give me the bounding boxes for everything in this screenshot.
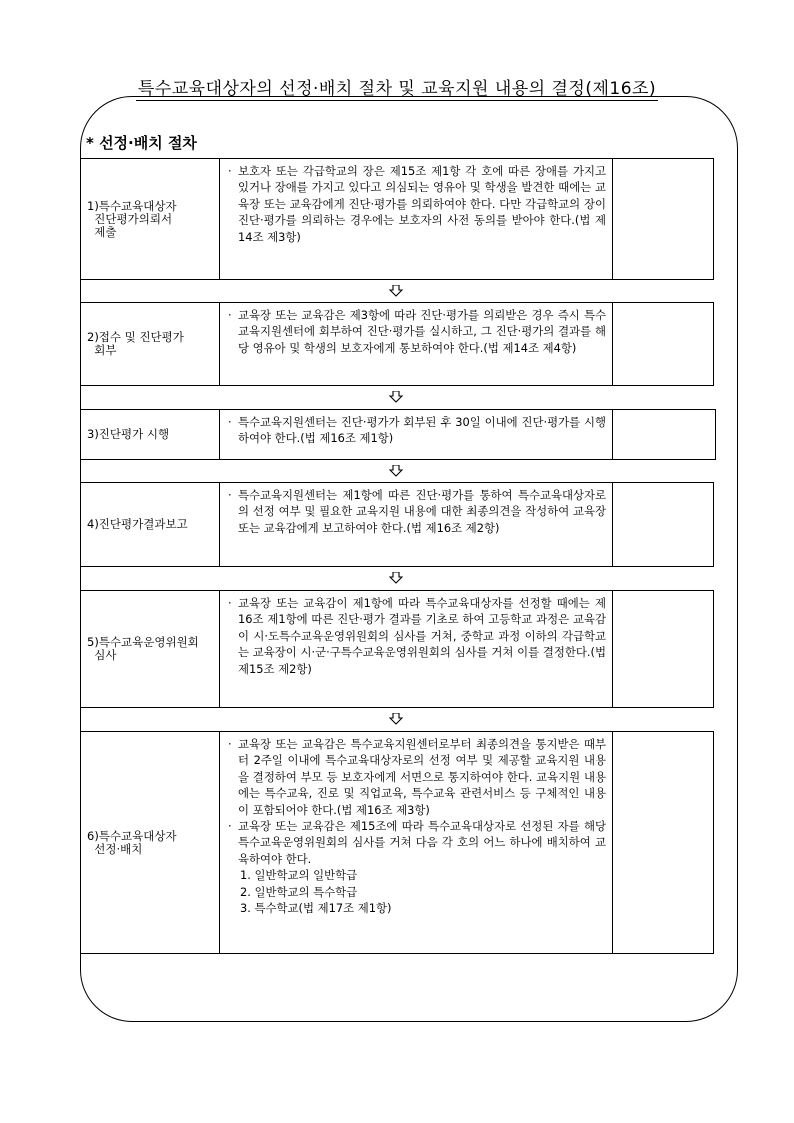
- down-arrow-icon: [389, 391, 403, 403]
- notes-cell: [613, 591, 713, 707]
- step-4: [80, 482, 714, 567]
- down-arrow-icon: [389, 572, 403, 584]
- sub-item: 2. 일반학교의 특수학급: [240, 884, 358, 899]
- down-arrow-icon: [389, 713, 403, 725]
- step-label: 3)진단평가 시행: [81, 410, 220, 459]
- step-label: 4)진단평가결과보고: [81, 483, 220, 566]
- list-item: · 교육장 또는 교육감은 제3항에 따라 진단·평가를 의뢰받은 경우 즉시 특수교육지원센터에 회부하여 진단·평가를 실시하고, 그 진단·평가의 결과를 해당 영유아 및 학생의 보호자에게 통보하여야 한다.(법 제14조 제4항): [228, 308, 606, 355]
- page-title: 특수교육대상자의 선정·배치 절차 및 교육지원 내용의 결정(제16조): [137, 79, 657, 99]
- step-content: [220, 410, 613, 459]
- step-label: 1)특수교육대상자 진단평가의뢰서 제출: [81, 159, 220, 279]
- step-content: [220, 483, 613, 566]
- notes-cell: [613, 159, 713, 279]
- notes-cell: [613, 483, 713, 566]
- list-item: · 특수교육지원센터는 제1항에 따른 진단·평가를 통하여 특수교육대상자로의 선정 여부 및 필요한 교육지원 내용에 대한 최종의견을 작성하여 교육장 또는 교육감에게 보고하여야 한다.(법 제16조 제2항): [228, 488, 606, 535]
- sub-item: 1. 일반학교의 일반학급: [240, 868, 358, 883]
- step-label: 2)접수 및 진단평가 회부: [81, 303, 220, 385]
- step-label: 6)특수교육대상자 선정·배치: [81, 732, 220, 953]
- down-arrow-icon: [389, 285, 403, 297]
- list-item: · 교육장 또는 교육감은 특수교육지원센터로부터 최종의견을 통지받은 때부터 2주일 이내에 특수교육대상자로의 선정 여부 및 제공할 교육지원 내용을 결정하여 부모 등 보호자에게 서면으로 통지하여야 한다. 교육지원 내용에는 특수교육, 진로 및 직업교육, 특수교육 관련서비스 등 구체적인 내용이 포함되어야 한다.(법 제16조 제3항): [228, 737, 606, 817]
- step-label: 5)특수교육운영위원회 심사: [81, 591, 220, 707]
- list-item: · 보호자 또는 각급학교의 장은 제15조 제1항 각 호에 따른 장애를 가지고 있거나 장애를 가지고 있다고 의심되는 영유아 및 학생을 발견한 때에는 교육장 또는 교육감에게 진단·평가를 의뢰하여야 한다. 다만 각급학교의 장이 진단·평가를 의뢰하는 경우에는 보호자의 사전 동의를 받아야 한다.(법 제14조 제3항): [228, 164, 606, 244]
- list-item: · 특수교육지원센터는 진단·평가가 회부된 후 30일 이내에 진단·평가를 시행하여야 한다.(법 제16조 제1항): [228, 415, 606, 446]
- step-3: [80, 409, 716, 460]
- step-content: [220, 159, 613, 279]
- step-content: [220, 732, 613, 953]
- step-6: [80, 731, 714, 954]
- step-1: [80, 158, 714, 280]
- notes-cell: [613, 303, 713, 385]
- step-content: [220, 591, 613, 707]
- list-item: · 교육장 또는 교육감이 제1항에 따라 특수교육대상자를 선정할 때에는 제16조 제1항에 따른 진단·평가 결과를 기초로 하여 고등학교 과정은 교육감이 시·도특수교육운영위원회의 심사를 거쳐, 중학교 과정 이하의 각급학교는 교육장이 시·군·구특수교육운영위원회의 심사를 거쳐 이를 결정한다.(법 제15조 제2항): [228, 596, 606, 676]
- step-5: [80, 590, 714, 708]
- section-heading: * 선정·배치 절차: [86, 134, 197, 152]
- list-item: · 교육장 또는 교육감은 제15조에 따라 특수교육대상자로 선정된 자를 해당 특수교육운영위원회의 심사를 거쳐 다음 각 호의 어느 하나에 배치하여 교육하여야 한다.: [228, 819, 606, 866]
- step-2: [80, 302, 714, 386]
- down-arrow-icon: [389, 465, 403, 477]
- sub-item: 3. 특수학교(법 제17조 제1항): [240, 901, 392, 916]
- notes-cell: [613, 732, 713, 953]
- notes-cell: [613, 410, 715, 459]
- step-content: [220, 303, 613, 385]
